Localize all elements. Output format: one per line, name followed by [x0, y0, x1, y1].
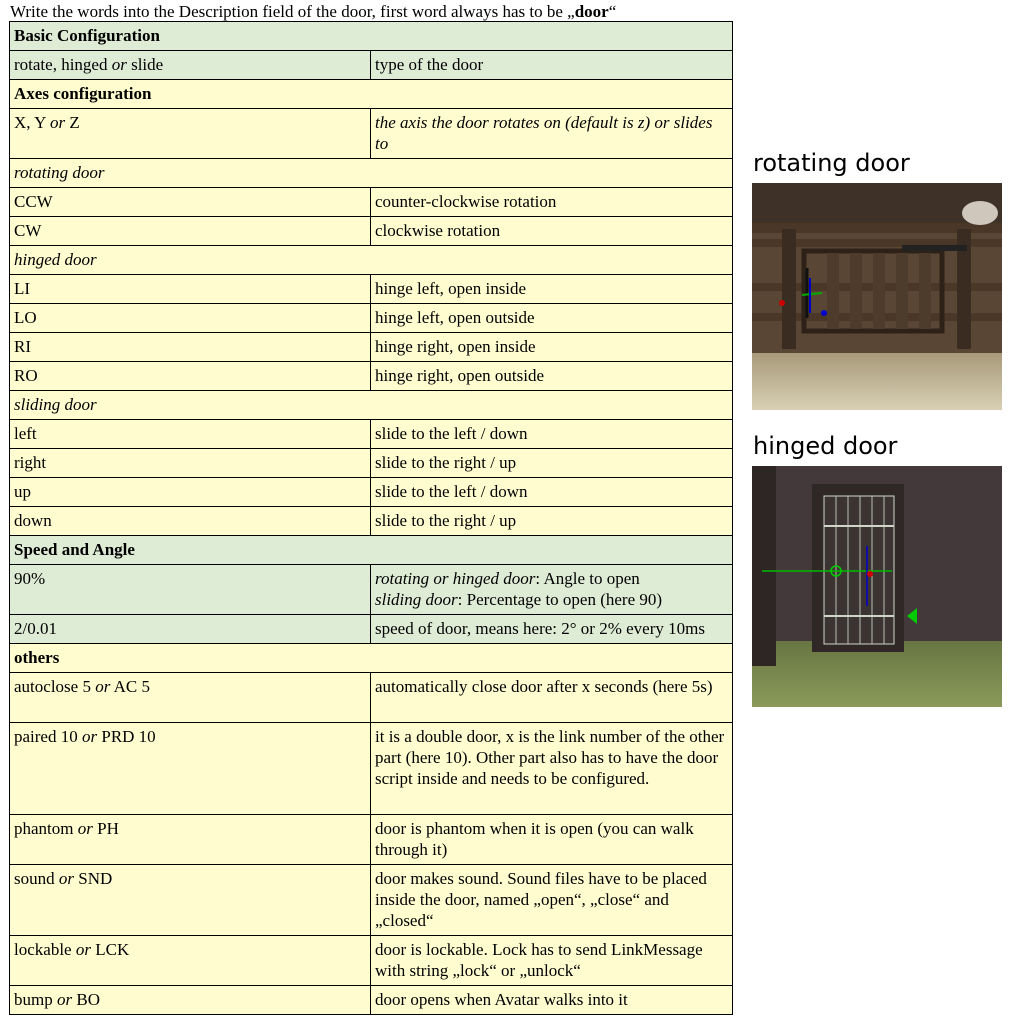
table-row	[10, 420, 733, 449]
table-row	[10, 362, 733, 391]
rotating-door-screenshot	[752, 183, 1002, 410]
option-description: hinge left, open inside	[371, 275, 733, 304]
table-row	[10, 275, 733, 304]
option-description: it is a double door, x is the link number of the other part (here 10). Other part also has to have the door script inside and needs to be configured.	[371, 723, 733, 815]
table-row	[10, 936, 733, 986]
option-description: rotating or hinged door: Angle to open sliding door: Percentage to open (here 90)	[371, 565, 733, 615]
table-row	[10, 449, 733, 478]
option-description: clockwise rotation	[371, 217, 733, 246]
table-row	[10, 986, 733, 1015]
section-header-speed	[10, 536, 733, 565]
option-keyword: CW	[10, 217, 371, 246]
option-description: counter-clockwise rotation	[371, 188, 733, 217]
option-keyword: right	[10, 449, 371, 478]
option-keyword: rotate, hinged or slide	[10, 51, 371, 80]
section-title: Axes configuration	[10, 80, 733, 109]
section-title: others	[10, 644, 733, 673]
section-header-axes	[10, 80, 733, 109]
option-description: door is lockable. Lock has to send LinkMessage with string „lock“ or „unlock“	[371, 936, 733, 986]
option-keyword: CCW	[10, 188, 371, 217]
table-row	[10, 188, 733, 217]
subsection-title: rotating door	[10, 159, 733, 188]
option-description: the axis the door rotates on (default is z) or slides to	[371, 109, 733, 159]
option-keyword: X, Y or Z	[10, 109, 371, 159]
option-keyword: bump or BO	[10, 986, 371, 1015]
table-row	[10, 565, 733, 615]
intro-text: Write the words into the Description field of the door, first word always has to be „door“	[10, 2, 617, 21]
subsection-rotating	[10, 159, 733, 188]
option-description: slide to the right / up	[371, 507, 733, 536]
table-row	[10, 723, 733, 815]
subsection-title: hinged door	[10, 246, 733, 275]
option-keyword: autoclose 5 or AC 5	[10, 673, 371, 723]
subsection-hinged	[10, 246, 733, 275]
option-description: slide to the left / down	[371, 478, 733, 507]
option-description: hinge left, open outside	[371, 304, 733, 333]
table-row	[10, 673, 733, 723]
section-title: Speed and Angle	[10, 536, 733, 565]
option-keyword: LI	[10, 275, 371, 304]
table-row	[10, 815, 733, 865]
table-row	[10, 51, 733, 80]
option-keyword: sound or SND	[10, 865, 371, 936]
rotating-door-title: rotating door	[753, 149, 910, 177]
table-row	[10, 304, 733, 333]
section-title: Basic Configuration	[10, 22, 733, 51]
configuration-table	[9, 21, 733, 1015]
table-row	[10, 615, 733, 644]
option-description: type of the door	[371, 51, 733, 80]
option-description: door is phantom when it is open (you can walk through it)	[371, 815, 733, 865]
option-description: door makes sound. Sound files have to be placed inside the door, named „open“, „close“ and „closed“	[371, 865, 733, 936]
subsection-title: sliding door	[10, 391, 733, 420]
option-keyword: paired 10 or PRD 10	[10, 723, 371, 815]
option-keyword: up	[10, 478, 371, 507]
intro-keyword: door	[574, 2, 609, 21]
option-keyword: down	[10, 507, 371, 536]
option-keyword: phantom or PH	[10, 815, 371, 865]
option-keyword: left	[10, 420, 371, 449]
option-description: hinge right, open outside	[371, 362, 733, 391]
table-row	[10, 507, 733, 536]
option-description: slide to the right / up	[371, 449, 733, 478]
table-row	[10, 478, 733, 507]
option-keyword: lockable or LCK	[10, 936, 371, 986]
option-keyword: 2/0.01	[10, 615, 371, 644]
option-keyword: 90%	[10, 565, 371, 615]
table-row	[10, 865, 733, 936]
option-description: slide to the left / down	[371, 420, 733, 449]
table-row	[10, 333, 733, 362]
option-keyword: LO	[10, 304, 371, 333]
table-row	[10, 217, 733, 246]
option-keyword: RI	[10, 333, 371, 362]
option-description: speed of door, means here: 2° or 2% every 10ms	[371, 615, 733, 644]
hinged-door-screenshot	[752, 466, 1002, 707]
option-description: hinge right, open inside	[371, 333, 733, 362]
option-description: automatically close door after x seconds (here 5s)	[371, 673, 733, 723]
option-keyword: RO	[10, 362, 371, 391]
hinged-door-title: hinged door	[753, 432, 898, 460]
section-header-others	[10, 644, 733, 673]
section-header-basic	[10, 22, 733, 51]
subsection-sliding	[10, 391, 733, 420]
table-row	[10, 109, 733, 159]
option-description: door opens when Avatar walks into it	[371, 986, 733, 1015]
